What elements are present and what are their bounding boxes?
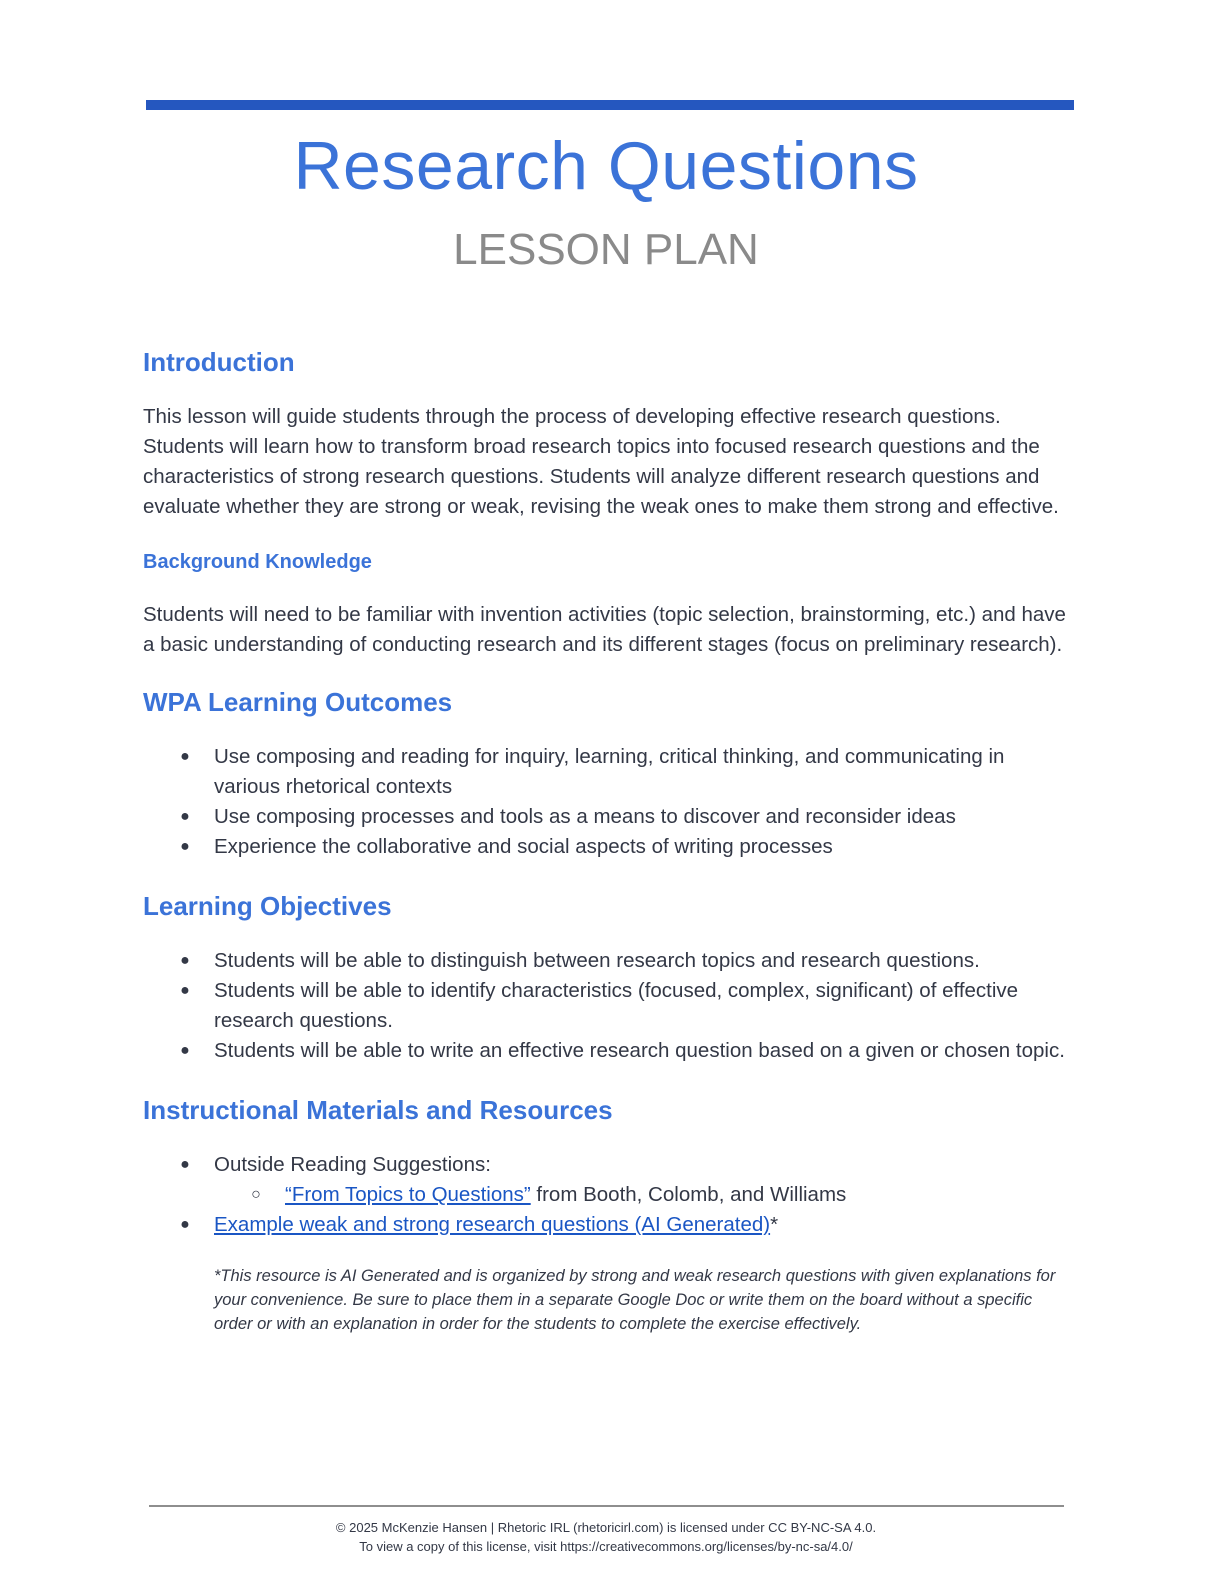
license-footer	[0, 1518, 1212, 1556]
outside-reading-sublist	[214, 1180, 1073, 1210]
footer-divider	[149, 1505, 1064, 1507]
asterisk-mark: *	[770, 1213, 779, 1236]
list-item-text: Experience the collaborative and social aspects of writing processes	[214, 835, 833, 858]
learning-objectives-list	[143, 946, 1073, 1066]
list-item-text: Use composing processes and tools as a means to discover and reconsider ideas	[214, 805, 956, 828]
list-item	[180, 1210, 1073, 1240]
list-item	[180, 742, 1073, 802]
background-knowledge-paragraph: Students will need to be familiar with invention activities (topic selection, brainstorming, etc.) and have a basic understanding of conducting research and its different stages (focus on preliminary research).	[143, 603, 1066, 656]
outside-reading-label: Outside Reading Suggestions:	[214, 1153, 491, 1176]
from-topics-to-questions-link[interactable]: “From Topics to Questions”	[285, 1183, 531, 1206]
example-questions-link[interactable]: Example weak and strong research questions (AI Generated)	[214, 1213, 771, 1236]
wpa-outcomes-list	[143, 742, 1073, 862]
introduction-heading: Introduction	[143, 347, 295, 377]
list-item	[180, 832, 1073, 862]
document-title: Research Questions	[293, 128, 919, 204]
bullet-icon: ●	[180, 1042, 190, 1059]
document-subtitle: LESSON PLAN	[453, 225, 759, 274]
ai-resource-note: *This resource is AI Generated and is organized by strong and weak research questions with given explanations for your convenience. Be sure to place them in a separate Google Doc or write them on the board without a specific order or with an explanation in order for the students to complete the exercise effectively.	[214, 1267, 1056, 1333]
materials-list	[143, 1150, 1073, 1240]
sub-bullet-icon: ○	[251, 1186, 261, 1203]
top-divider	[146, 100, 1074, 110]
list-item	[180, 802, 1073, 832]
materials-heading: Instructional Materials and Resources	[143, 1095, 613, 1125]
introduction-paragraph: This lesson will guide students through the process of developing effective research questions. Students will learn how to transform broad research topics into focused research questions and the characteristics of strong research questions. Students will analyze different research questions and evaluate whether they are strong or weak, revising the weak ones to make them strong and effective.	[143, 405, 1059, 518]
bullet-icon: ●	[180, 952, 190, 969]
background-knowledge-heading: Background Knowledge	[143, 551, 372, 573]
bullet-icon: ●	[180, 808, 190, 825]
list-item-text: Students will be able to distinguish between research topics and research questions.	[214, 949, 980, 972]
learning-objectives-heading: Learning Objectives	[143, 891, 392, 921]
list-item	[180, 976, 1073, 1036]
list-item	[180, 1036, 1073, 1066]
wpa-outcomes-heading: WPA Learning Outcomes	[143, 687, 453, 717]
list-item	[180, 946, 1073, 976]
list-item-text: Students will be able to write an effective research question based on a given or chosen topic.	[214, 1039, 1065, 1062]
list-item-text: Use composing and reading for inquiry, learning, critical thinking, and communicating in various rhetorical contexts	[214, 745, 1005, 798]
reading-suffix: from Booth, Colomb, and Williams	[530, 1183, 847, 1206]
list-item	[251, 1180, 1073, 1210]
license-url-line: To view a copy of this license, visit https://creativecommons.org/licenses/by-nc-sa/4.0/	[359, 1539, 853, 1554]
bullet-icon: ●	[180, 838, 190, 855]
bullet-icon: ●	[180, 982, 190, 999]
list-item	[180, 1150, 1073, 1210]
document-body	[143, 344, 1073, 1336]
list-item-text: Students will be able to identify characteristics (focused, complex, significant) of effective research questions.	[214, 979, 1019, 1032]
bullet-icon: ●	[180, 1216, 190, 1233]
license-line: © 2025 McKenzie Hansen | Rhetoric IRL (rhetoricirl.com) is licensed under CC BY-NC-SA 4.0.	[335, 1520, 877, 1535]
bullet-icon: ●	[180, 1156, 190, 1173]
bullet-icon: ●	[180, 748, 190, 765]
